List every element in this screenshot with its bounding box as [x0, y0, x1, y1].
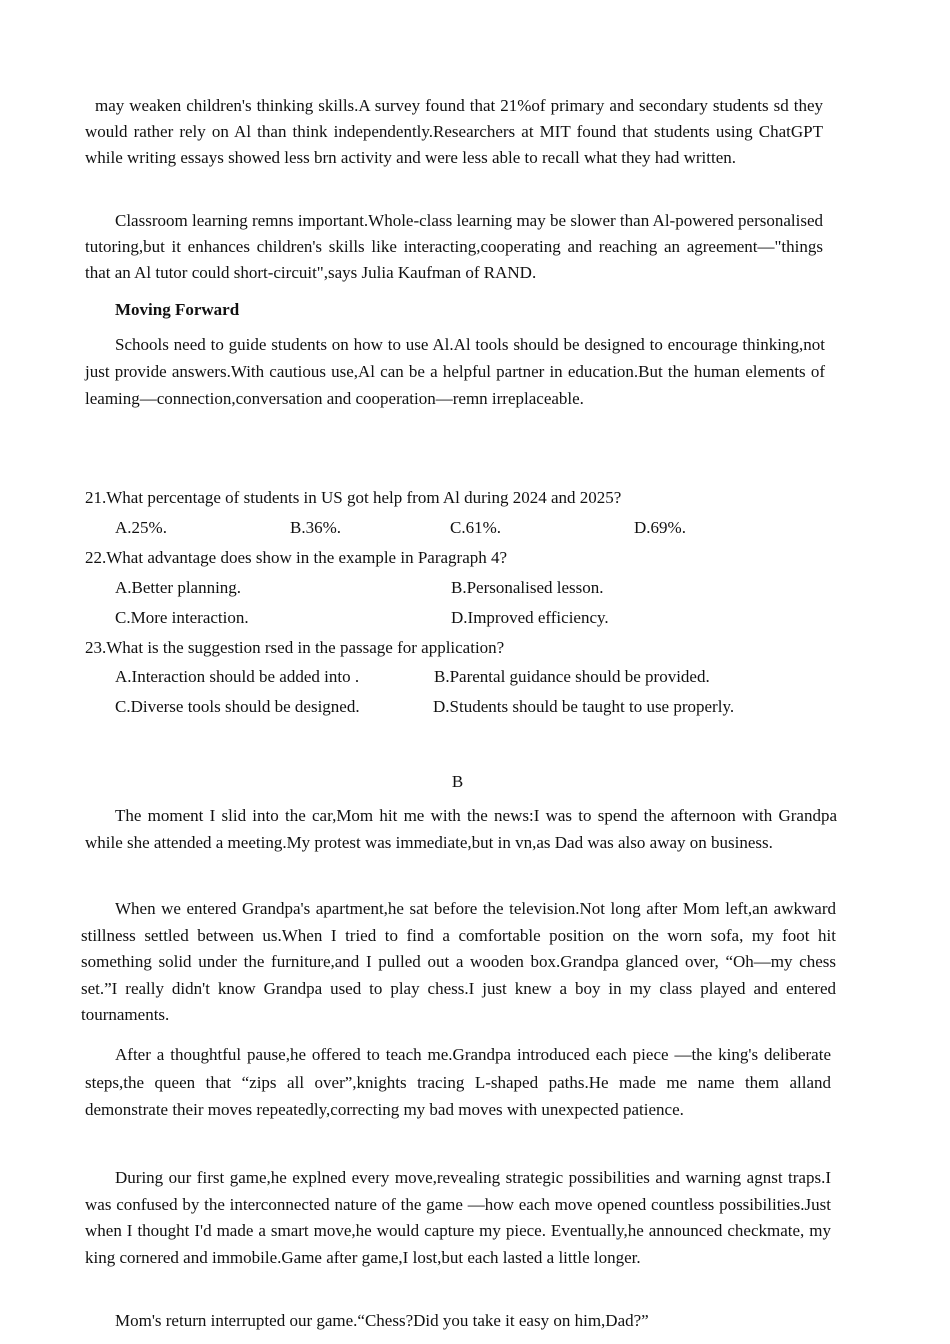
- question-21-option-a: A.25%.: [115, 518, 167, 537]
- section-heading-moving-forward: Moving Forward: [115, 300, 240, 319]
- question-23-option-c: C.Diverse tools should be designed.: [115, 697, 360, 716]
- passage-b-paragraph-5: Mom's return interrupted our game.“Chess?Did you take it easy on him,Dad?”: [115, 1311, 649, 1330]
- passage-b-paragraph-1: The moment I slid into the car,Mom hit me with the news:I was to spend the afternoon with Grandpa while she attended a meeting.My protest was immediate,but in vn,as Dad was also away on business.: [85, 806, 837, 852]
- question-23-option-d: D.Students should be taught to use properly.: [433, 697, 735, 716]
- question-21-option-b: B.36%.: [290, 518, 341, 537]
- question-22-option-a: A.Better planning.: [115, 578, 242, 597]
- question-22-option-d: D.Improved efficiency.: [451, 608, 609, 627]
- question-22-option-b: B.Personalised lesson.: [451, 578, 604, 597]
- passage-b-paragraph-4: During our first game,he explned every move,revealing strategic possibilities and warning agnst traps.I was confused by the interconnected nature of the game —how each move opened countless possibilities.Just when I thought I'd made a smart move,he would capture my piece. Eventually,he announced checkmate, my king cornered and immobile.Game after game,I lost,but each lasted a little longer.: [85, 1168, 831, 1267]
- passage-b-label: B: [451, 772, 464, 791]
- question-21-stem: 21.What percentage of students in US got help from Al during 2024 and 2025?: [85, 488, 622, 507]
- question-21-option-c: C.61%.: [450, 518, 501, 537]
- question-21-option-d: D.69%.: [634, 518, 686, 537]
- passage-b-paragraph-3: After a thoughtful pause,he offered to teach me.Grandpa introduced each piece —the king's deliberate steps,the queen that “zips all over”,knights tracing L-shaped paths.He made me name them alland demonstrate their moves repeatedly,correcting my bad moves with unexpected patience.: [85, 1045, 831, 1119]
- passage-a-paragraph-continued: may weaken children's thinking skills.A survey found that 21%of primary and secondary students sd they would rather rely on Al than think independently.Researchers at MIT found that students using ChatGPT while writing essays showed less brn activity and were less able to recall what they had written.: [85, 96, 823, 168]
- question-22-stem: 22.What advantage does show in the example in Paragraph 4?: [85, 548, 508, 567]
- passage-a-paragraph-forward: Schools need to guide students on how to use Al.Al tools should be designed to encourage thinking,not just provide answers.With cautious use,Al can be a helpful partner in education.But the human elements of leaming—connection,conversation and cooperation—remn irreplaceable.: [85, 335, 825, 408]
- question-23-option-a: A.Interaction should be added into .: [115, 667, 360, 686]
- question-23-stem: 23.What is the suggestion rsed in the passage for application?: [85, 638, 505, 657]
- passage-a-paragraph-classroom: Classroom learning remns important.Whole-class learning may be slower than Al-powered personalised tutoring,but it enhances children's skills like interacting,cooperating and reaching an agreement—"things that an Al tutor could short-circuit",says Julia Kaufman of RAND.: [85, 211, 823, 283]
- question-23-option-b: B.Parental guidance should be provided.: [434, 667, 710, 686]
- passage-b-paragraph-2: When we entered Grandpa's apartment,he sat before the television.Not long after Mom left,an awkward stillness settled between us.When I tried to find a comfortable position on the worn sofa, my foot hit something solid under the furniture,and I pulled out a wooden box.Grandpa glanced over, “Oh—my chess set.”I really didn't know Grandpa used to play chess.I just knew a boy in my class played and entered tournaments.: [81, 899, 836, 1024]
- question-22-option-c: C.More interaction.: [115, 608, 249, 627]
